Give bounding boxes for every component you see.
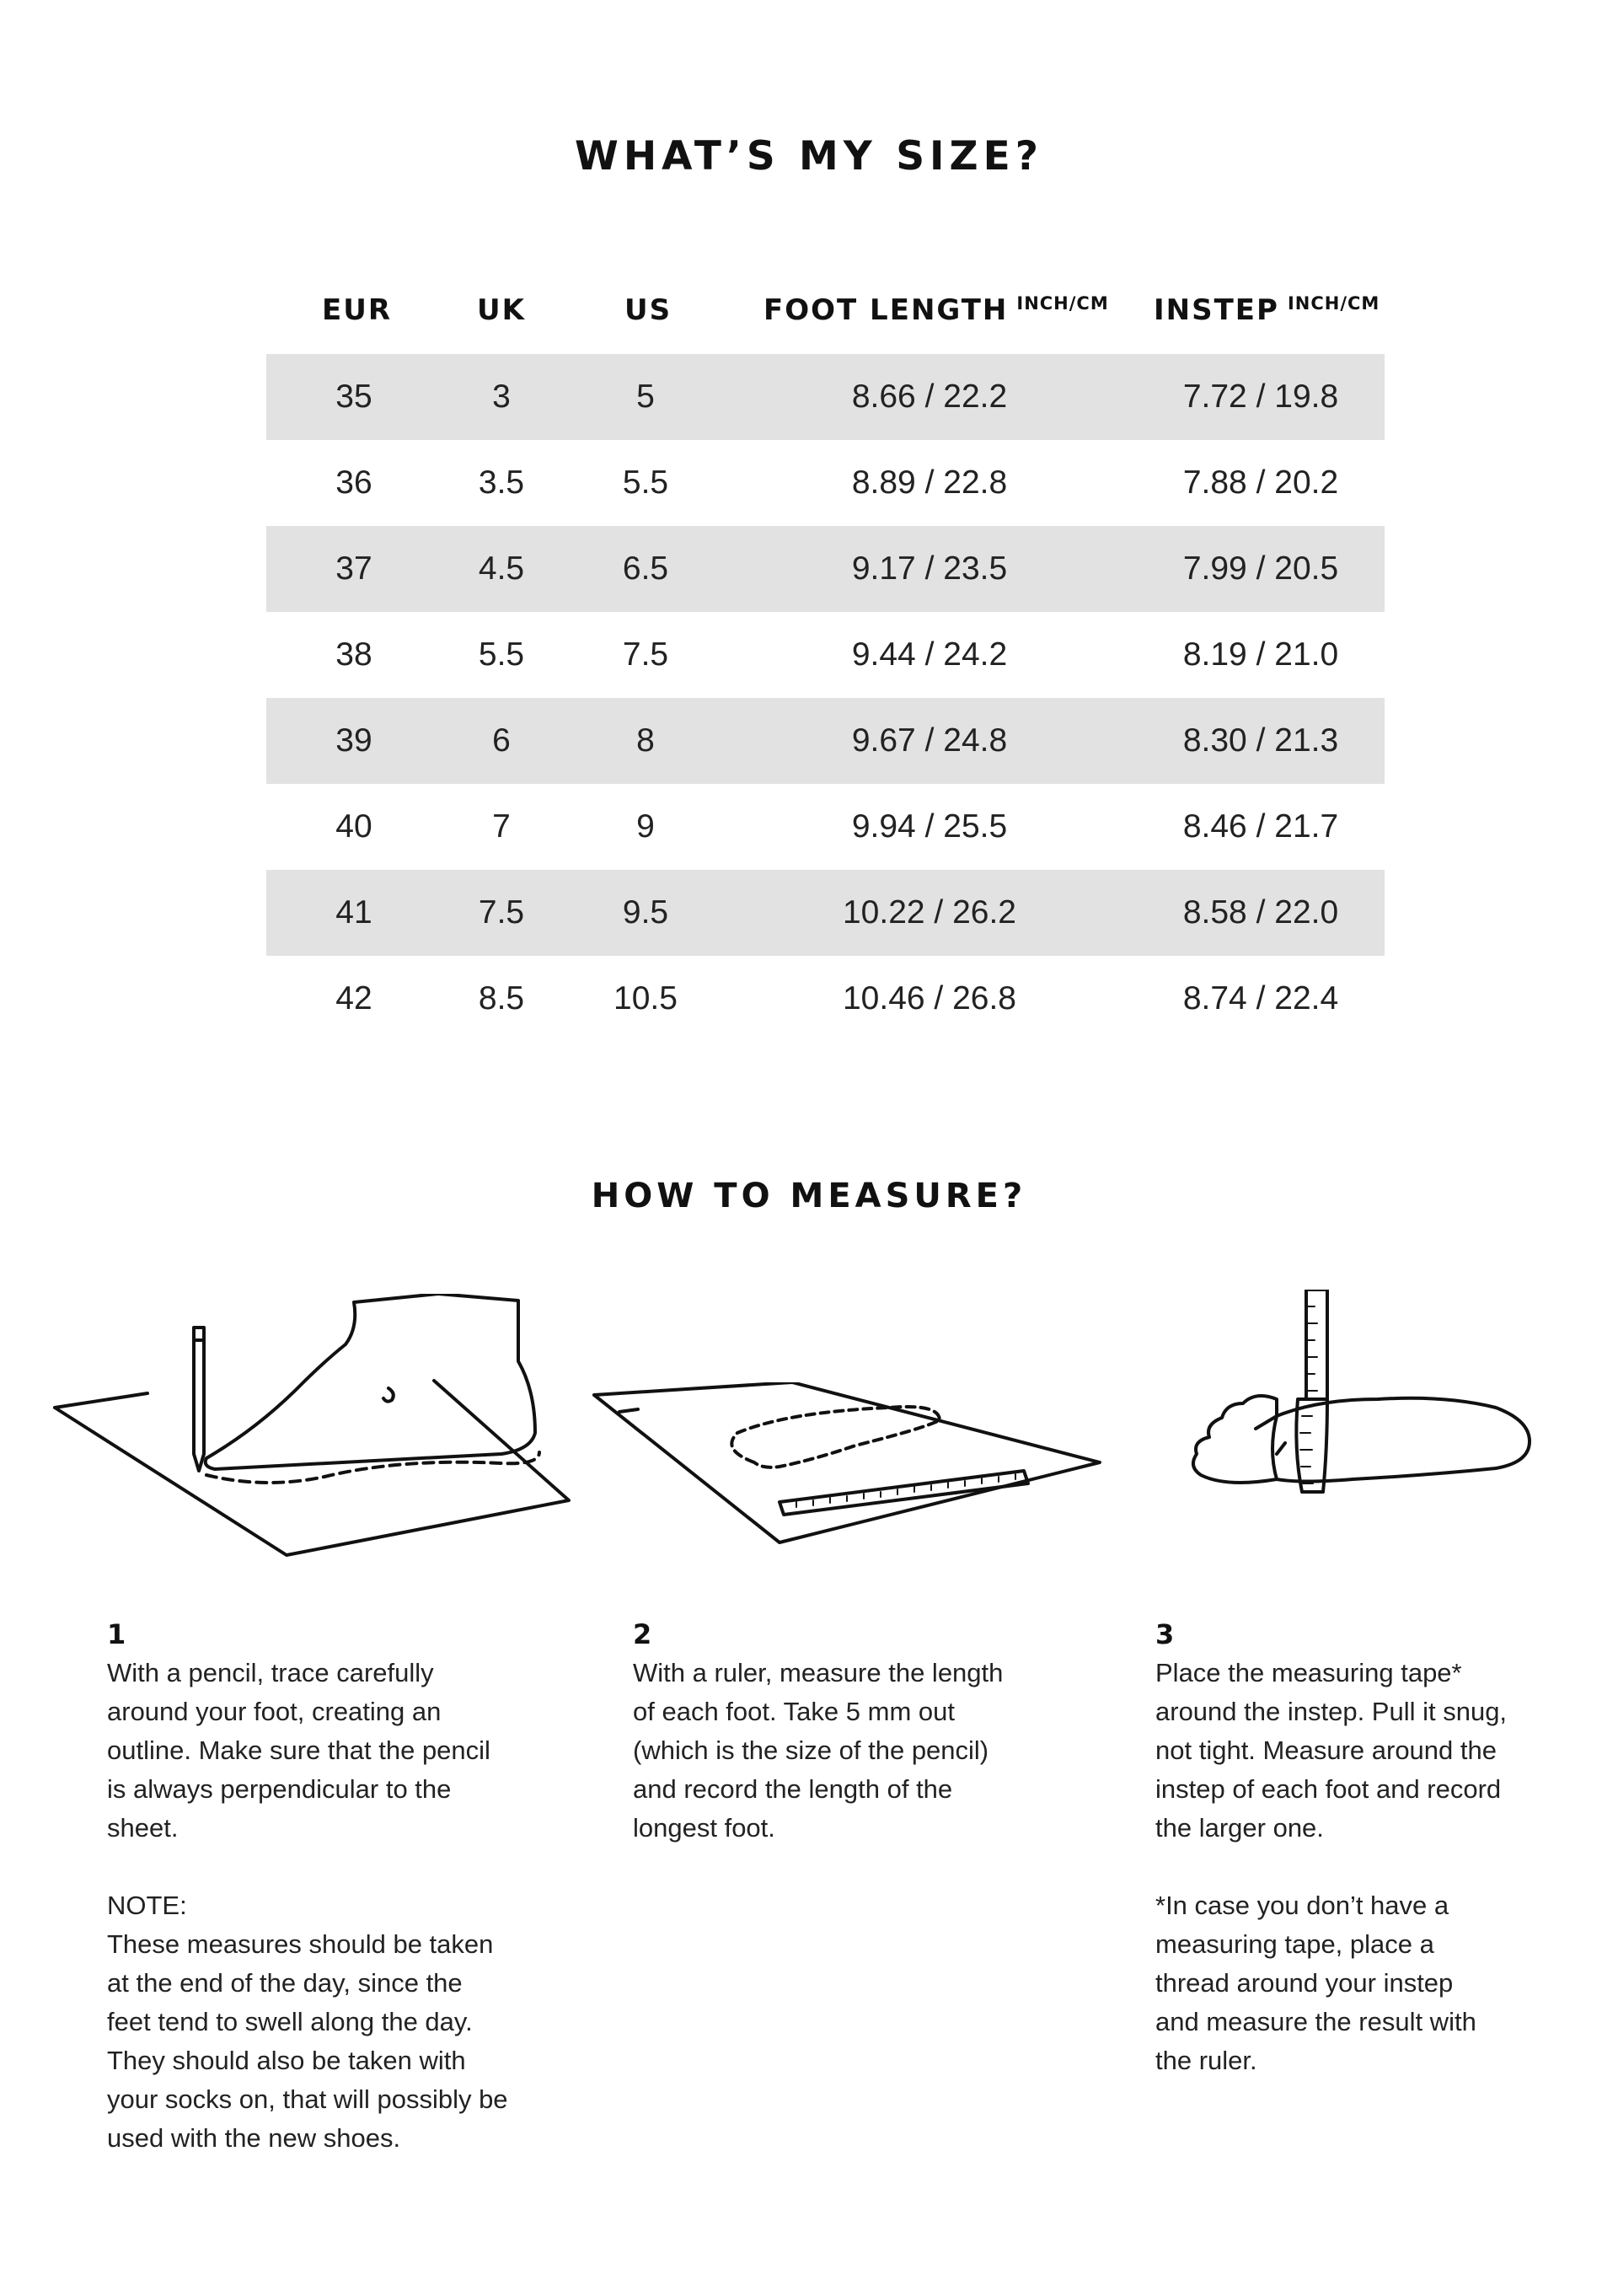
cell-foot-length: 10.22 / 26.2 (842, 894, 1017, 931)
cell-instep: 8.46 / 21.7 (1182, 808, 1339, 845)
step-text: of each foot. Take 5 mm out (633, 1697, 955, 1726)
step-text: around your foot, creating an (107, 1697, 442, 1726)
footnote-text: the ruler. (1155, 2046, 1257, 2075)
cell-uk: 7.5 (478, 894, 525, 931)
cell-eur: 39 (335, 722, 372, 759)
cell-foot-length: 9.94 / 25.5 (851, 808, 1008, 845)
step-text: With a ruler, measure the length (633, 1658, 1004, 1687)
header-foot-length-unit: INCH/CM (1016, 293, 1109, 314)
footnote-text: and measure the result with (1155, 2007, 1476, 2036)
header-instep-label: INSTEP (1154, 293, 1279, 327)
cell-eur: 36 (335, 464, 372, 501)
step-3 (1155, 1615, 1618, 2080)
header-instep-unit: INCH/CM (1287, 293, 1380, 314)
cell-instep: 7.99 / 20.5 (1182, 550, 1339, 587)
step-number: 2 (633, 1618, 652, 1650)
step-text: the larger one. (1155, 1813, 1324, 1843)
cell-instep: 7.88 / 20.2 (1182, 464, 1339, 501)
step-text: longest foot. (633, 1813, 775, 1843)
table-row (266, 440, 1385, 526)
note-text: They should also be taken with (107, 2046, 466, 2075)
cell-uk: 5.5 (478, 636, 525, 673)
step-text: outline. Make sure that the pencil (107, 1735, 490, 1765)
cell-eur: 41 (335, 894, 372, 931)
header-foot-length (763, 293, 1109, 327)
footnote-text: *In case you don’t have a (1155, 1891, 1449, 1920)
note-text: used with the new shoes. (107, 2123, 401, 2153)
cell-uk: 4.5 (478, 550, 525, 587)
step-text: (which is the size of the pencil) (633, 1735, 989, 1765)
step-number: 3 (1155, 1618, 1175, 1650)
step-text: sheet. (107, 1813, 179, 1843)
note-text: at the end of the day, since the (107, 1968, 463, 1998)
cell-us: 9 (636, 808, 655, 845)
cell-uk: 7 (492, 808, 511, 845)
note-text: These measures should be taken (107, 1929, 494, 1959)
cell-eur: 40 (335, 808, 372, 845)
table-row (266, 956, 1385, 1042)
footnote-text: measuring tape, place a (1155, 1929, 1434, 1959)
cell-foot-length: 8.89 / 22.8 (851, 464, 1008, 501)
cell-instep: 8.30 / 21.3 (1182, 722, 1339, 759)
cell-us: 8 (636, 722, 655, 759)
cell-eur: 37 (335, 550, 372, 587)
header-eur: EUR (322, 293, 393, 327)
step-text: is always perpendicular to the (107, 1774, 452, 1804)
table-row (266, 612, 1385, 698)
cell-instep: 8.19 / 21.0 (1182, 636, 1339, 673)
table-row (266, 526, 1385, 612)
note-text: feet tend to swell along the day. (107, 2007, 473, 2036)
cell-uk: 3 (492, 378, 511, 415)
cell-instep: 8.58 / 22.0 (1182, 894, 1339, 931)
cell-uk: 8.5 (478, 980, 525, 1017)
step-text: and record the length of the (633, 1774, 953, 1804)
step-text: not tight. Measure around the (1155, 1735, 1497, 1765)
step-text: instep of each foot and record (1155, 1774, 1502, 1804)
cell-eur: 42 (335, 980, 372, 1017)
section-title: HOW TO MEASURE? (591, 1177, 1027, 1215)
cell-eur: 38 (335, 636, 372, 673)
header-us: US (624, 293, 672, 327)
note-text: your socks on, that will possibly be (107, 2084, 508, 2114)
header-foot-length-label: FOOT LENGTH (763, 293, 1009, 327)
cell-us: 5.5 (622, 464, 669, 501)
footnote-text: thread around your instep (1155, 1968, 1454, 1998)
header-uk: UK (477, 293, 526, 327)
cell-us: 9.5 (622, 894, 669, 931)
page-title: WHAT’S MY SIZE? (575, 133, 1043, 180)
cell-us: 6.5 (622, 550, 669, 587)
cell-us: 5 (636, 378, 655, 415)
pencil-tracing-foot-icon (46, 1294, 586, 1564)
cell-foot-length: 9.17 / 23.5 (851, 550, 1008, 587)
table-row (266, 784, 1385, 870)
cell-instep: 7.72 / 19.8 (1182, 378, 1339, 415)
step-number: 1 (107, 1618, 126, 1650)
cell-us: 7.5 (622, 636, 669, 673)
cell-uk: 3.5 (478, 464, 525, 501)
step-1 (107, 1615, 579, 2158)
cell-eur: 35 (335, 378, 372, 415)
table-row (266, 870, 1385, 956)
cell-uk: 6 (492, 722, 511, 759)
table-row (266, 354, 1385, 440)
cell-foot-length: 9.67 / 24.8 (851, 722, 1008, 759)
header-instep (1154, 293, 1380, 327)
step-text: Place the measuring tape* (1155, 1658, 1462, 1687)
step-2 (633, 1615, 1105, 1848)
cell-foot-length: 10.46 / 26.8 (842, 980, 1017, 1017)
table-row (266, 698, 1385, 784)
cell-us: 10.5 (613, 980, 678, 1017)
note-label: NOTE: (107, 1891, 187, 1920)
table-header (266, 270, 1385, 354)
cell-foot-length: 8.66 / 22.2 (851, 378, 1008, 415)
cell-instep: 8.74 / 22.4 (1182, 980, 1339, 1017)
tape-measuring-instep-icon (1176, 1290, 1546, 1517)
step-text: around the instep. Pull it snug, (1155, 1697, 1508, 1726)
step-text: With a pencil, trace carefully (107, 1658, 434, 1687)
cell-foot-length: 9.44 / 24.2 (851, 636, 1008, 673)
ruler-measuring-outline-icon (586, 1382, 1108, 1551)
size-table (266, 270, 1385, 1042)
